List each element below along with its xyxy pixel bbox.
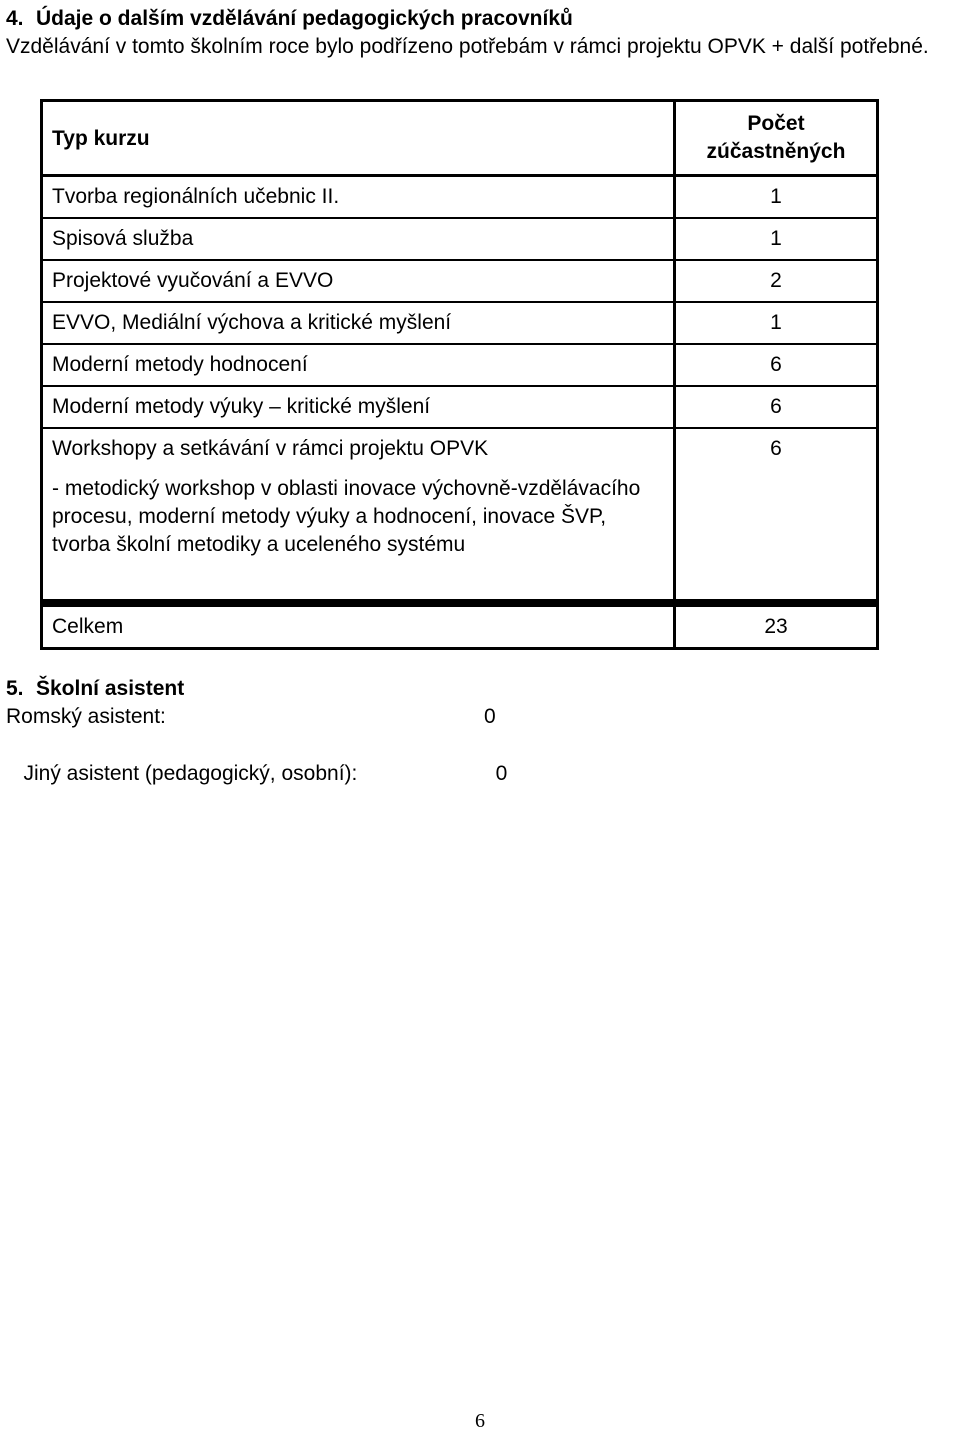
section-5-number: 5. xyxy=(6,677,24,700)
course-count: 6 xyxy=(675,344,878,386)
assistant-value: 0 xyxy=(484,705,496,728)
course-name: Workshopy a setkávání v rámci projektu OPVK xyxy=(42,428,675,469)
course-name: Projektové vyučování a EVVO xyxy=(42,260,675,302)
table-row xyxy=(42,176,878,219)
course-name: Tvorba regionálních učebnic II. xyxy=(42,176,675,219)
course-count: 1 xyxy=(675,302,878,344)
course-name: Moderní metody hodnocení xyxy=(42,344,675,386)
total-value: 23 xyxy=(675,603,878,649)
total-label: Celkem xyxy=(42,603,675,649)
assistant-value: 0 xyxy=(495,762,508,785)
col-type-header: Typ kurzu xyxy=(42,101,675,176)
workshop-description: - metodický workshop v oblasti inovace výchovně-vzdělávacího procesu, moderní metody výuky a hodnocení, inovace ŠVP, tvorba školní metodiky a uceleného systému xyxy=(42,469,675,603)
course-count: 1 xyxy=(675,176,878,219)
assistant-line xyxy=(6,703,496,731)
col-count-header xyxy=(675,101,878,176)
table-row xyxy=(42,428,878,469)
course-name: EVVO, Mediální výchova a kritické myšlení xyxy=(42,302,675,344)
assistant-label: Romský asistent: xyxy=(6,705,166,728)
assistant-label: Jiný asistent (pedagogický, osobní): xyxy=(17,762,358,785)
table-description-row xyxy=(42,469,878,603)
table-row xyxy=(42,344,878,386)
course-count: 2 xyxy=(675,260,878,302)
course-name: Spisová služba xyxy=(42,218,675,260)
page-number: 6 xyxy=(475,1410,485,1432)
table-row xyxy=(42,386,878,428)
col-count-header-line1: Počet xyxy=(747,112,805,135)
description-count-empty xyxy=(675,469,878,603)
table-row xyxy=(42,260,878,302)
section-5-heading xyxy=(6,676,184,702)
course-count: 1 xyxy=(675,218,878,260)
col-count-header-line2: zúčastněných xyxy=(706,140,846,163)
table-total-row xyxy=(42,603,878,649)
section-4-heading xyxy=(6,6,573,32)
section-4-number: 4. xyxy=(6,7,24,30)
table-header-row xyxy=(42,101,878,176)
course-count: 6 xyxy=(675,386,878,428)
section-4-title: Údaje o dalším vzdělávání pedagogických pracovníků xyxy=(36,7,573,30)
assistant-line xyxy=(6,732,507,788)
section-5-title: Školní asistent xyxy=(36,677,185,700)
section-4-intro: Vzdělávání v tomto školním roce bylo podřízeno potřebám v rámci projektu OPVK + další potřebné. xyxy=(6,35,929,58)
table-row xyxy=(42,218,878,260)
course-count: 6 xyxy=(675,428,878,469)
course-name: Moderní metody výuky – kritické myšlení xyxy=(42,386,675,428)
courses-table xyxy=(40,99,879,650)
table-row xyxy=(42,302,878,344)
